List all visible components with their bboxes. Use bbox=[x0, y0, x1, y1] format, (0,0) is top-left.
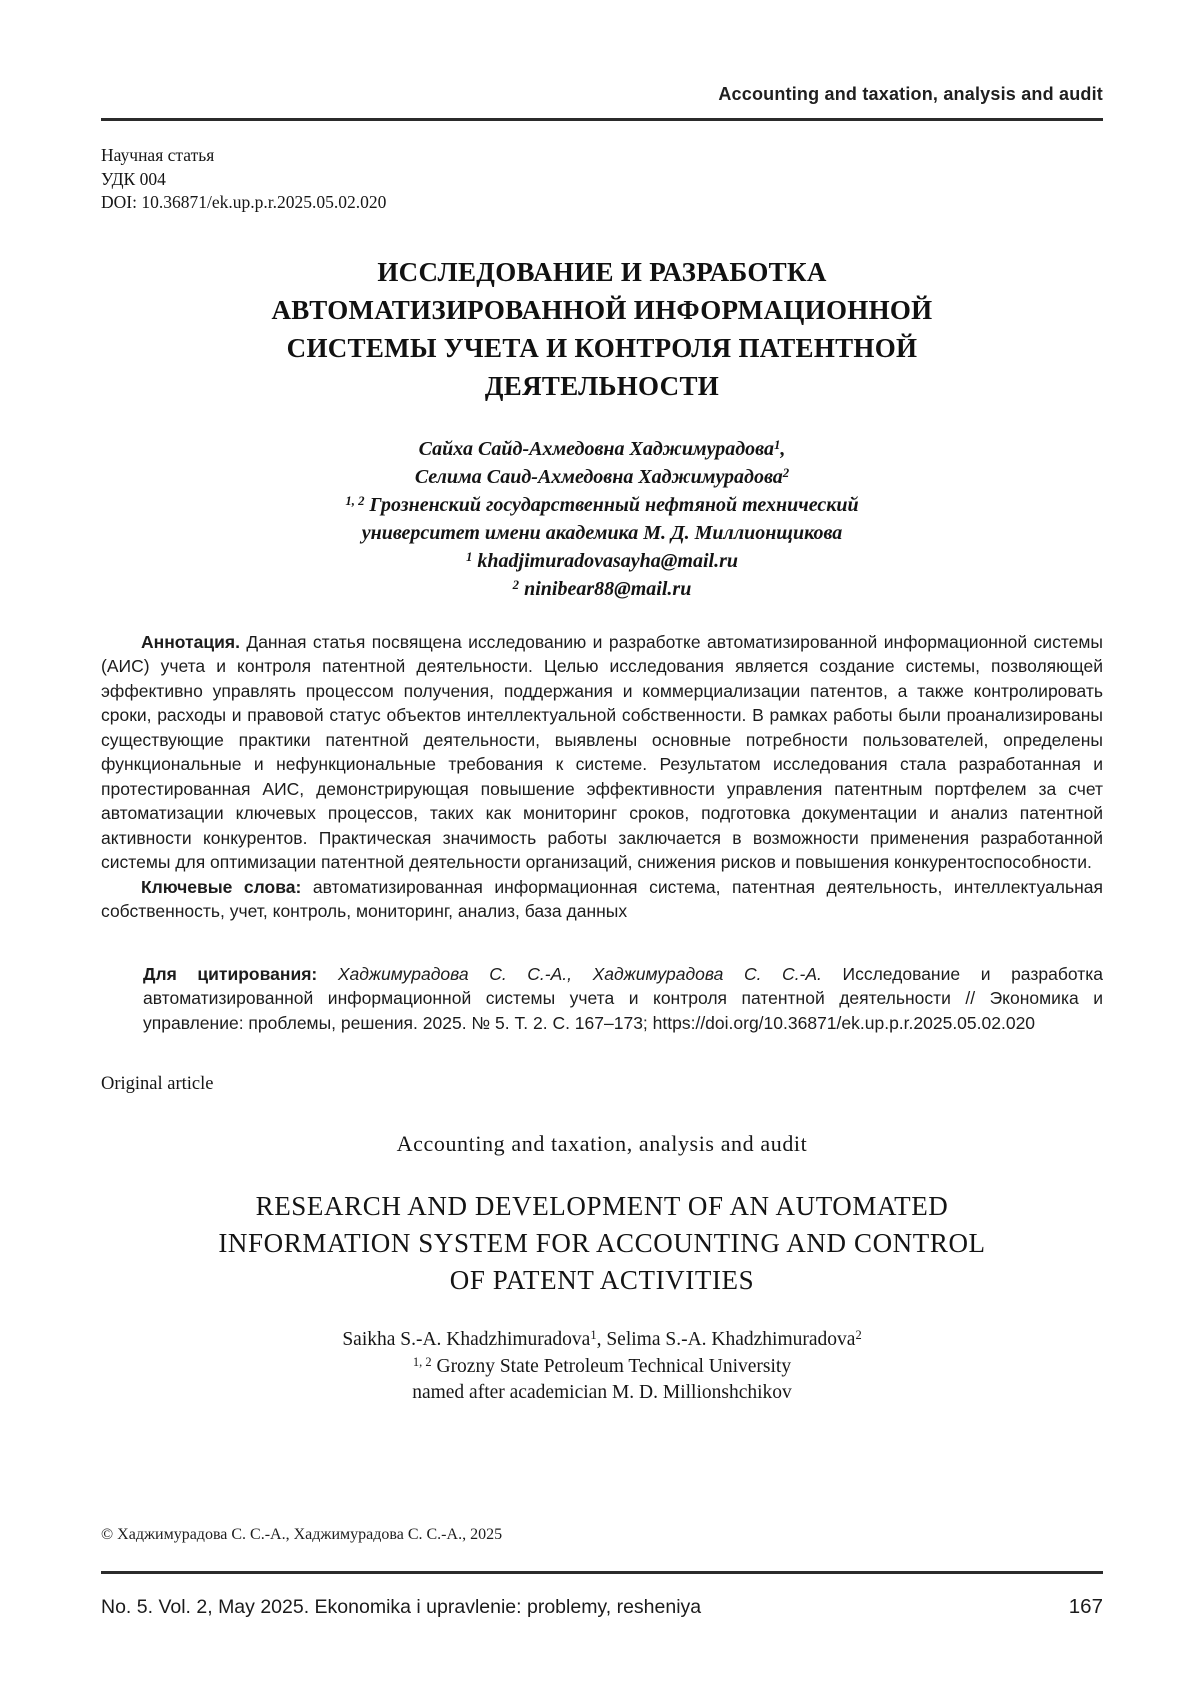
abstract-text: Данная статья посвящена исследованию и разработке автоматизированной информационной системы (АИС) учета и контроля патентной деятельности. Целью исследования является создание системы, позволяющей эффективно управлять процессом получения, поддержания и коммерциализации патентов, а также контролировать сроки, расходы и правовой статус объектов интеллектуальной собственности. В рамках работы были проанализированы существующие практики патентной деятельности, выявлены основные потребности пользователей, определены функциональные и нефункциональные требования к системе. Результатом исследования стала разработанная и протестированная АИС, демонстрирующая повышение эффективности управления патентным портфелем за счет автоматизации ключевых процессов, таких как мониторинг сроков, подготовка документации и анализ патентной активности конкурентов. Практическая значимость работы заключается в возможности применения разработанной системы для оптимизации патентной деятельности организаций, снижения рисков и повышения конкурентоспособности. bbox=[101, 631, 1103, 872]
title-ru-line: ИССЛЕДОВАНИЕ И РАЗРАБОТКА bbox=[377, 256, 827, 287]
author-superscript: 1 bbox=[773, 437, 781, 452]
abstract-and-keywords bbox=[101, 630, 1103, 924]
affiliation-ru: $^{1, 2}$ Грозненский государственный нефтяной технический bbox=[345, 493, 859, 516]
abstract-label: Аннотация. bbox=[141, 631, 240, 652]
article-title-ru bbox=[101, 253, 1103, 405]
article-title-en bbox=[101, 1188, 1103, 1299]
doi-line: DOI: 10.36871/ek.up.p.r.2025.05.02.020 bbox=[101, 192, 387, 212]
author-superscript: 1 bbox=[590, 1328, 597, 1343]
author-name-ru: Сайха Сайд-Ахмедовна Хаджимурадова$^1$, bbox=[418, 437, 786, 460]
title-en-line: RESEARCH AND DEVELOPMENT OF AN AUTOMATED bbox=[255, 1191, 949, 1221]
journal-info: No. 5. Vol. 2, May 2025. Ekonomika i upravlenie: problemy, resheniya bbox=[101, 1596, 702, 1618]
affiliation-en: named after academician M. D. Millionshchikov bbox=[412, 1382, 792, 1403]
authors-block-en bbox=[101, 1327, 1103, 1407]
page-footer bbox=[101, 1571, 1103, 1619]
email-superscript: 1 bbox=[466, 549, 473, 564]
copyright-line: © Хаджимурадова С. С.-А., Хаджимурадова С. С.-А., 2025 bbox=[101, 1526, 503, 1543]
citation-label: Для цитирования: bbox=[143, 963, 318, 984]
keywords-text: автоматизированная информационная система, патентная деятельность, интеллектуальная собственность, учет, контроль, мониторинг, анализ, база данных bbox=[101, 876, 1104, 921]
abstract-paragraph bbox=[101, 630, 1103, 875]
author-names-en: Saikha S.-A. Khadzhimuradova$^1$, Selima S.-A. Khadzhimuradova$^2$ bbox=[342, 1328, 862, 1350]
title-ru-line: СИСТЕМЫ УЧЕТА И КОНТРОЛЯ ПАТЕНТНОЙ bbox=[286, 332, 918, 363]
section-heading-en: Accounting and taxation, analysis and audit bbox=[396, 1131, 808, 1156]
author-superscript: 2 bbox=[782, 465, 790, 480]
affiliation-superscript: 1, 2 bbox=[412, 1354, 432, 1369]
title-ru-line: ДЕЯТЕЛЬНОСТИ bbox=[484, 370, 720, 401]
keywords-paragraph bbox=[101, 875, 1103, 924]
keywords-label: Ключевые слова: bbox=[141, 876, 302, 897]
header-rule bbox=[101, 118, 1103, 121]
author-name-ru: Селима Саид-Ахмедовна Хаджимурадова$^2$ bbox=[414, 465, 790, 488]
title-en-line: OF PATENT ACTIVITIES bbox=[449, 1265, 755, 1295]
udk-number: УДК 004 bbox=[101, 168, 166, 189]
author-email: $^1$ khadjimuradovasayha@mail.ru bbox=[466, 549, 738, 572]
affiliation-ru: университет имени академика М. Д. Миллионщикова bbox=[361, 521, 843, 544]
page-number: 167 bbox=[1068, 1595, 1103, 1618]
citation-block bbox=[143, 962, 1103, 1036]
affiliation-superscript: 1, 2 bbox=[345, 493, 365, 508]
author-superscript: 2 bbox=[855, 1328, 862, 1343]
footer-rule bbox=[101, 1571, 1103, 1574]
affiliation-en: $^{1, 2}$ Grozny State Petroleum Technical University bbox=[412, 1354, 792, 1377]
email-superscript: 2 bbox=[512, 577, 520, 592]
citation-text: Исследование и разработка автоматизированной информационной системы учета и контроля патентной деятельности // Экономика и управление: проблемы, решения. 2025. № 5. Т. 2. С. 167–173; https://doi.org/10.36871/ek.up.p.r.2025.05.02.020 bbox=[143, 963, 1103, 1033]
article-type-label: Научная статья bbox=[101, 145, 215, 165]
article-meta bbox=[101, 144, 1103, 215]
authors-block-ru bbox=[101, 435, 1103, 603]
footer-row bbox=[101, 1595, 1103, 1619]
author-email: $^2$ ninibear88@mail.ru bbox=[512, 577, 692, 600]
original-article-label: Original article bbox=[101, 1074, 214, 1094]
citation-authors: Хаджимурадова С. С.-А., Хаджимурадова С. С.-А. bbox=[317, 963, 822, 984]
running-head: Accounting and taxation, analysis and audit bbox=[718, 84, 1103, 104]
title-ru-line: АВТОМАТИЗИРОВАННОЙ ИНФОРМАЦИОННОЙ bbox=[271, 294, 933, 325]
title-en-line: INFORMATION SYSTEM FOR ACCOUNTING AND CONTROL bbox=[218, 1228, 986, 1258]
